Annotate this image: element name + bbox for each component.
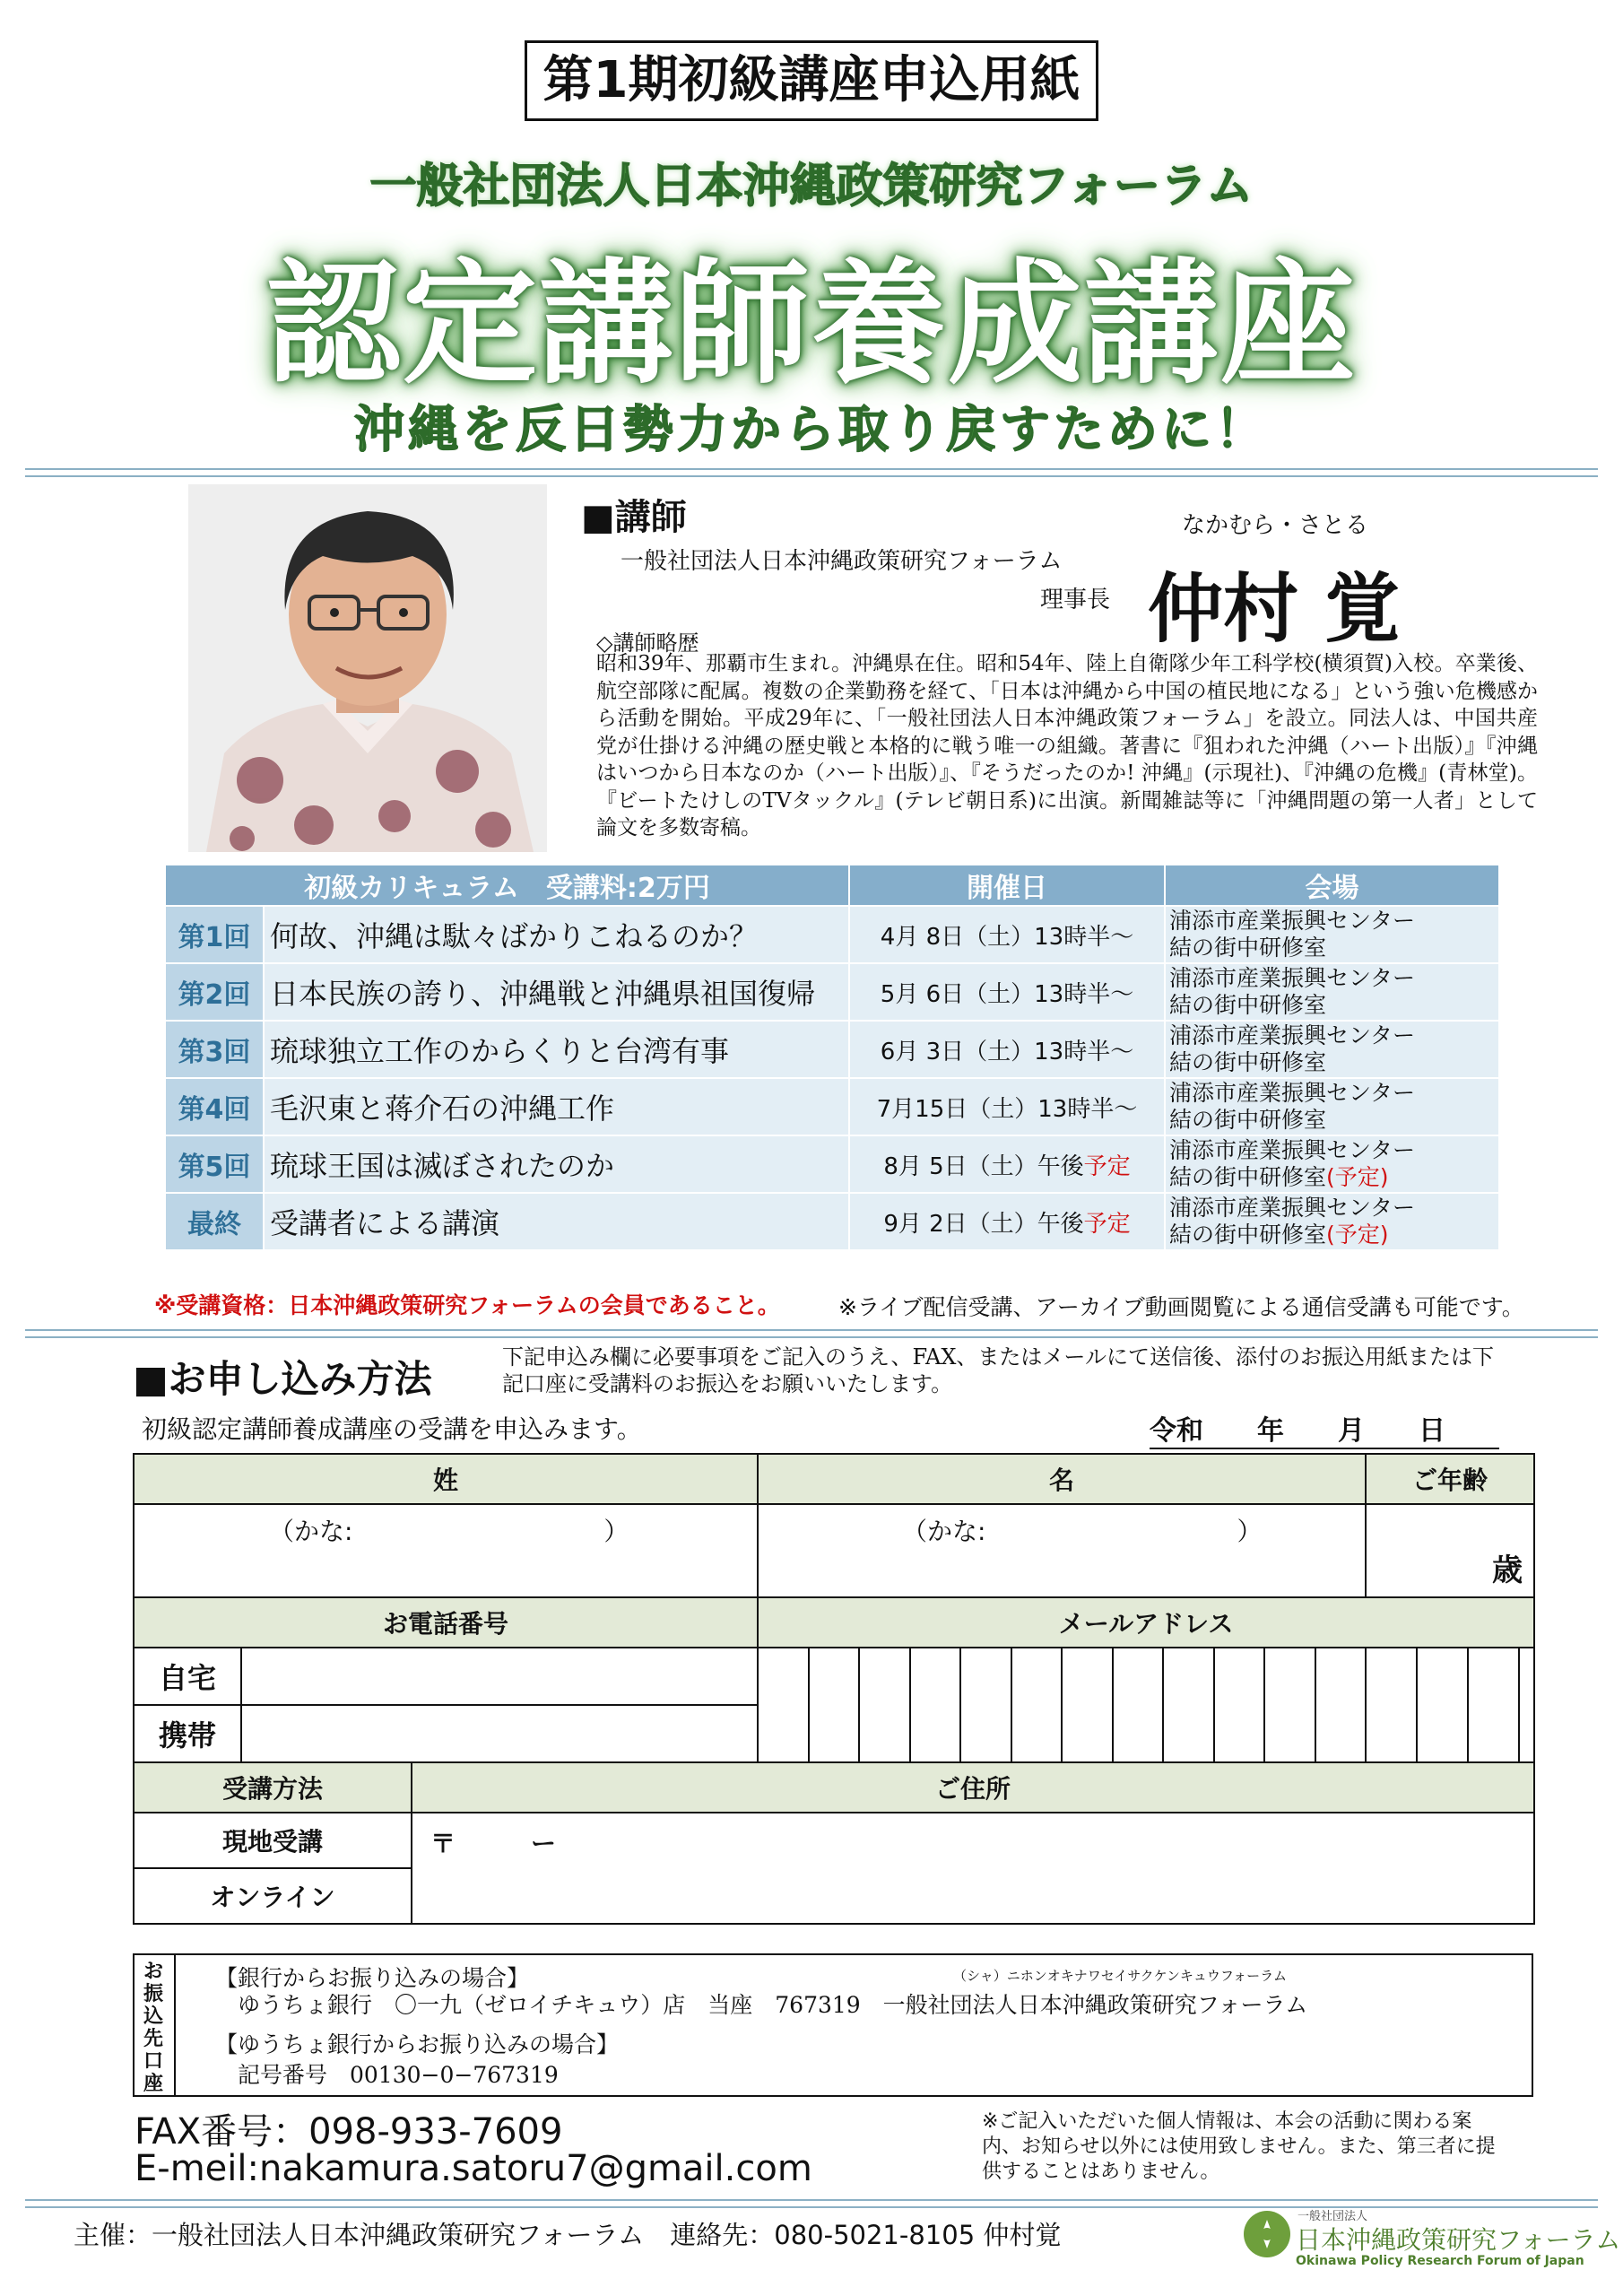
curriculum-header-title: 初級カリキュラム 受講料:2万円 <box>165 865 849 906</box>
organization-heading: 一般社団法人日本沖縄政策研究フォーラム <box>369 159 1254 213</box>
session-title: 日本民族の誇り、沖縄戦と沖縄県祖国復帰 <box>264 963 849 1021</box>
mobile-phone-field[interactable] <box>241 1705 758 1762</box>
email-box[interactable] <box>859 1648 910 1762</box>
email-box[interactable] <box>1113 1648 1164 1762</box>
session-venue-room: 結の街中研修室 <box>1169 1107 1327 1133</box>
session-venue: 浦添市産業振興センター <box>1169 1195 1416 1221</box>
main-title: 認定講師養成講座 <box>265 245 1357 403</box>
fax-number: FAX番号：098-933-7609 <box>135 2111 563 2152</box>
session-title: 琉球独立工作のからくりと台湾有事 <box>264 1021 849 1078</box>
surname-field[interactable] <box>134 1504 758 1597</box>
session-venue-room: 結の街中研修室 <box>1169 1164 1327 1190</box>
curriculum-table <box>164 864 1500 1251</box>
session-venue: 浦添市産業振興センター <box>1169 1137 1416 1163</box>
session-number: 最終 <box>165 1193 264 1250</box>
forum-logo-icon <box>1242 2209 1292 2259</box>
mobile-phone-label: 携帯 <box>134 1705 241 1762</box>
online-option[interactable]: オンライン <box>134 1868 412 1924</box>
email-box[interactable] <box>1264 1648 1315 1762</box>
session-date: 7月15日（土）13時半〜 <box>876 1095 1138 1123</box>
session-title: 何故、沖縄は駄々ばかりこねるのか？ <box>264 906 849 963</box>
session-venue: 浦添市産業振興センター <box>1169 1080 1416 1106</box>
session-number: 第4回 <box>165 1078 264 1135</box>
session-number: 第2回 <box>165 963 264 1021</box>
email-box[interactable] <box>1011 1648 1063 1762</box>
table-row <box>165 1193 1499 1250</box>
tagline: 沖縄を反日勢力から取り戻すために！ <box>354 400 1269 459</box>
session-venue-room: 結の街中研修室 <box>1169 1049 1327 1075</box>
session-date-note: 予定 <box>1083 1210 1131 1238</box>
address-field[interactable] <box>412 1813 1534 1924</box>
application-form <box>133 1453 1535 1925</box>
session-date-note: 予定 <box>1083 1152 1131 1180</box>
bank-side-label: お振込先口座 <box>133 1953 176 2097</box>
session-date: 6月 3日（土）13時半〜 <box>880 1038 1134 1065</box>
bank-account-reading: （シャ）ニホンオキナワセイサクケンキュウフォーラム <box>953 1968 1288 1984</box>
application-date: 令和 年 月 日 <box>1150 1408 1499 1449</box>
age-label: ご年齢 <box>1366 1454 1534 1504</box>
session-date: 8月 5日（土）午後 <box>883 1152 1084 1180</box>
postal-code: 〒 ー <box>430 1829 557 1858</box>
onsite-option[interactable]: 現地受講 <box>134 1813 412 1868</box>
session-venue-room: 結の街中研修室 <box>1169 935 1327 961</box>
email-label: メールアドレス <box>758 1597 1534 1648</box>
session-title: 毛沢東と蒋介石の沖縄工作 <box>264 1078 849 1135</box>
application-instructions: 下記申込み欄に必要事項をご記入のうえ、FAX、またはメールにて送信後、添付のお振込用紙または下記口座に受講料のお振込をお願いいたします。 <box>502 1344 1494 1396</box>
portrait-icon <box>188 484 547 852</box>
attendance-method-label: 受講方法 <box>134 1762 412 1813</box>
footer-host: 主催：一般社団法人日本沖縄政策研究フォーラム 連絡先：080-5021-8105 仲村覚 <box>74 2220 1062 2250</box>
home-phone-label: 自宅 <box>134 1648 241 1705</box>
table-row <box>165 1135 1499 1193</box>
age-field[interactable] <box>1366 1504 1534 1597</box>
email-box[interactable] <box>758 1648 809 1762</box>
address-label: ご住所 <box>412 1762 1534 1813</box>
age-unit: 歳 <box>1492 1552 1523 1588</box>
home-phone-field[interactable] <box>241 1648 758 1705</box>
logo-japanese: 日本沖縄政策研究フォーラム <box>1296 2225 1621 2255</box>
session-title: 受講者による講演 <box>264 1193 849 1250</box>
instructor-heading: ■講師 <box>581 497 687 538</box>
instructor-reading: なかむら・さとる <box>1182 512 1369 539</box>
logo-small-text: 一般社団法人 <box>1298 2210 1368 2223</box>
email-address: E-meil:nakamura.satoru7@gmail.com <box>135 2148 812 2189</box>
session-title: 琉球王国は滅ぼされたのか <box>264 1135 849 1193</box>
application-statement: 初級認定講師養成講座の受講を申込みます。 <box>142 1414 642 1444</box>
qualification-note: ※受講資格：日本沖縄政策研究フォーラムの会員であること。 <box>154 1292 780 1318</box>
email-box[interactable] <box>809 1648 860 1762</box>
session-venue-note: (予定) <box>1326 1164 1389 1190</box>
given-name-label: 名 <box>758 1454 1366 1504</box>
surname-kana: （かな: ） <box>269 1517 629 1546</box>
table-row <box>165 963 1499 1021</box>
bank-account: ゆうちょ銀行 〇一九（ゼロイチキュウ）店 当座 767319 一般社団法人日本沖縄政策研究フォーラム <box>238 1992 1308 2018</box>
session-venue: 浦添市産業振興センター <box>1169 965 1416 991</box>
given-name-field[interactable] <box>758 1504 1366 1597</box>
surname-label: 姓 <box>134 1454 758 1504</box>
session-date: 5月 6日（土）13時半〜 <box>880 980 1134 1008</box>
postal-bank-heading: 【ゆうちょ銀行からお振り込みの場合】 <box>215 2031 620 2057</box>
instructor-photo <box>188 484 547 852</box>
table-row <box>165 906 1499 963</box>
divider <box>25 468 1598 477</box>
session-number: 第1回 <box>165 906 264 963</box>
instructor-affiliation: 一般社団法人日本沖縄政策研究フォーラム <box>621 548 1063 575</box>
session-venue-room: 結の街中研修室 <box>1169 992 1327 1018</box>
divider <box>25 1329 1598 1338</box>
instructor-bio: 昭和39年、那覇市生まれ。沖縄県在住。昭和54年、陸上自衛隊少年工科学校(横須賀)入校。卒業後、航空部隊に配属。複数の企業勤務を経て、「日本は沖縄から中国の植民地になる」という強い危機感から活動を開始。平成29年に、「一般社団法人日本沖縄政策フォーラム」を設立。同法人は、中国共産党が仕掛ける沖縄の歴史戦と本格的に戦う唯一の組織。著書に『狙われた沖縄（ハート出版）』『沖縄はいつから日本なのか（ハート出版）』、『そうだったのか! 沖縄』(示現社)、『沖縄の危機』(青林堂)。『ビートたけしのTVタックル』(テレビ朝日系)に出演。新聞雑誌等に「沖縄問題の第一人者」として論文を多数寄稿。 <box>596 652 1538 839</box>
session-venue: 浦添市産業振興センター <box>1169 1022 1416 1048</box>
privacy-note: ※ご記入いただいた個人情報は、本会の活動に関わる案内、お知らせ以外には使用致しません。また、第三者に提供することはありません。 <box>982 2110 1496 2183</box>
email-box[interactable] <box>1315 1648 1367 1762</box>
email-box[interactable] <box>1214 1648 1265 1762</box>
email-box[interactable] <box>910 1648 961 1762</box>
logo-english: Okinawa Policy Research Forum of Japan <box>1296 2254 1584 2268</box>
postal-bank-account: 記号番号 00130−0−767319 <box>238 2062 559 2088</box>
bank-heading: 【銀行からお振り込みの場合】 <box>215 1965 530 1991</box>
session-number: 第5回 <box>165 1135 264 1193</box>
application-heading: ■お申し込み方法 <box>133 1357 432 1401</box>
email-box[interactable] <box>1163 1648 1214 1762</box>
online-note: ※ライブ配信受講、アーカイブ動画閲覧による通信受講も可能です。 <box>838 1294 1524 1320</box>
session-number: 第3回 <box>165 1021 264 1078</box>
session-venue-room: 結の街中研修室 <box>1169 1222 1327 1248</box>
instructor-position: 理事長 <box>1040 587 1111 613</box>
session-date: 4月 8日（土）13時半〜 <box>880 923 1134 951</box>
form-title: 第1期初級講座申込用紙 <box>525 40 1098 121</box>
session-venue-note: (予定) <box>1326 1222 1389 1248</box>
email-box[interactable] <box>960 1648 1011 1762</box>
instructor-name: 仲村 覚 <box>1148 565 1401 653</box>
session-date: 9月 2日（土）午後 <box>883 1210 1084 1238</box>
table-row <box>165 1021 1499 1078</box>
session-venue: 浦添市産業振興センター <box>1169 908 1416 934</box>
curriculum-header-date: 開催日 <box>849 865 1165 906</box>
bio-heading: ◇講師略歴 <box>596 631 699 656</box>
given-name-kana: （かな: ） <box>902 1517 1263 1546</box>
email-box[interactable] <box>1366 1648 1534 1762</box>
curriculum-header-venue: 会場 <box>1165 865 1499 906</box>
phone-label: お電話番号 <box>134 1597 758 1648</box>
table-row <box>165 1078 1499 1135</box>
email-box[interactable] <box>1062 1648 1113 1762</box>
